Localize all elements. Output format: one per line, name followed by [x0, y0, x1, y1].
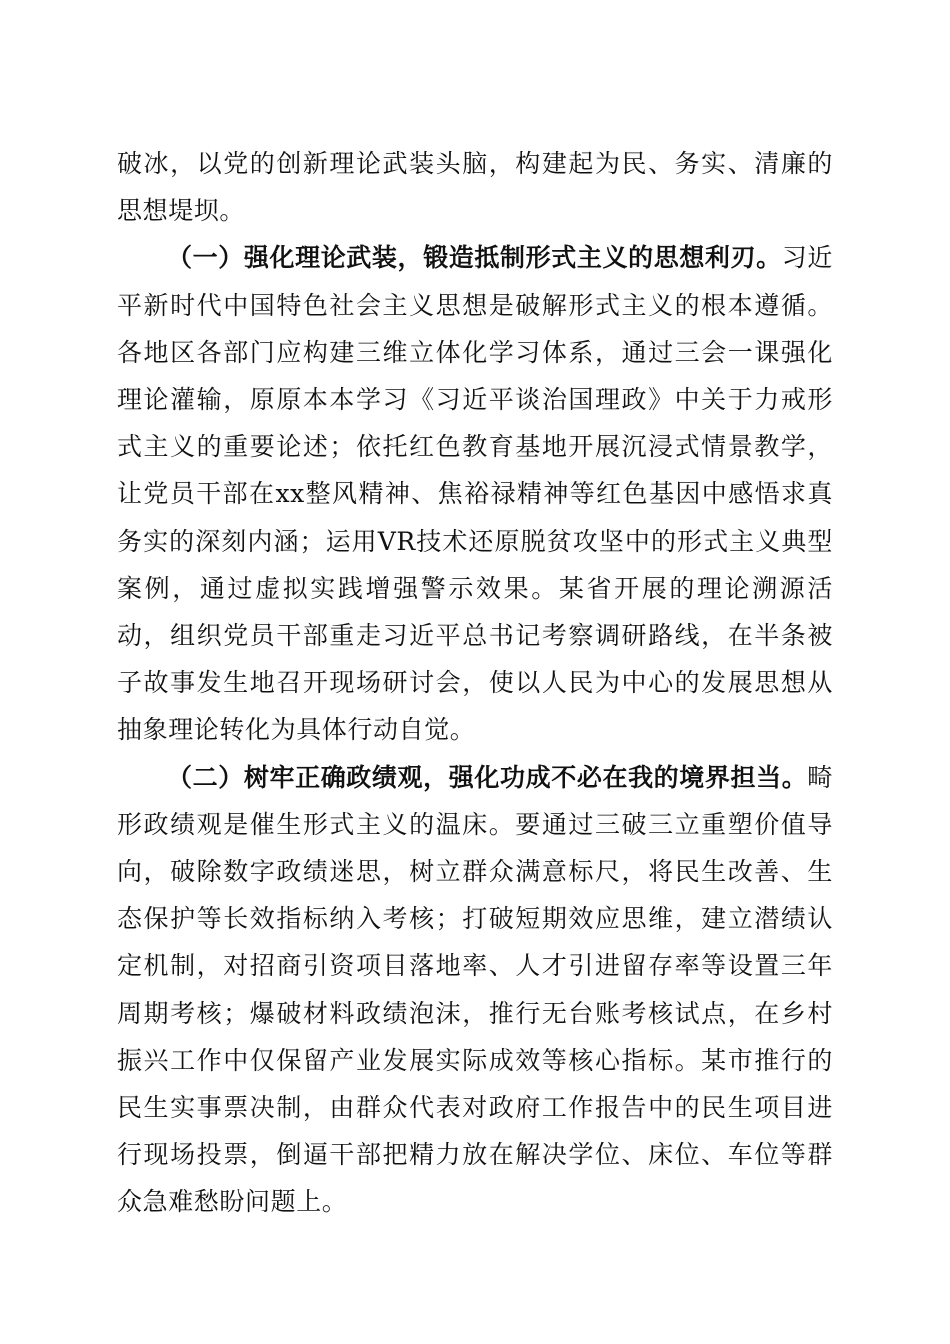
paragraph-text: 畸形政绩观是催生形式主义的温床。要通过三破三立重塑价值导向，破除数字政绩迷思，树立群众满意标尺，将民生改善、生态保护等长效指标纳入考核；打破短期效应思维，建立潜绩认定机制，对招商引资项目落地率、人才引进留存率等设置三年周期考核；爆破材料政绩泡沫，推行无台账考核试点，在乡村振兴工作中仅保留产业发展实际成效等核心指标。某市推行的民生实事票决制，由群众代表对政府工作报告中的民生项目进行现场投票，倒逼干部把精力放在解决学位、床位、车位等群众急难愁盼问题上。: [117, 762, 833, 1217]
paragraph-continuation: [117, 140, 833, 234]
paragraph-text: 习近平新时代中国特色社会主义思想是破解形式主义的根本遵循。各地区各部门应构建三维立体化学习体系，通过三会一课强化理论灌输，原原本本学习《习近平谈治国理政》中关于力戒形式主义的重要论述；依托红色教育基地开展沉浸式情景教学，让党员干部在xx整风精神、焦裕禄精神等红色基因中感悟求真务实的深刻内涵；运用VR技术还原脱贫攻坚中的形式主义典型案例，通过虚拟实践增强警示效果。某省开展的理论溯源活动，组织党员干部重走习近平总书记考察调研路线，在半条被子故事发生地召开现场研讨会，使以人民为中心的发展思想从抽象理论转化为具体行动自觉。: [117, 243, 833, 745]
section-one-heading: （一）强化理论武装，锻造抵制形式主义的思想利刃。: [167, 243, 782, 273]
section-two-heading: （二）树牢正确政绩观，强化功成不必在我的境界担当。: [167, 762, 808, 792]
paragraph-section-one: [117, 234, 833, 753]
paragraph-section-two: [117, 754, 833, 1226]
document-body: [117, 140, 833, 1226]
paragraph-text: 破冰，以党的创新理论武装头脑，构建起为民、务实、清廉的思想堤坝。: [117, 149, 833, 226]
